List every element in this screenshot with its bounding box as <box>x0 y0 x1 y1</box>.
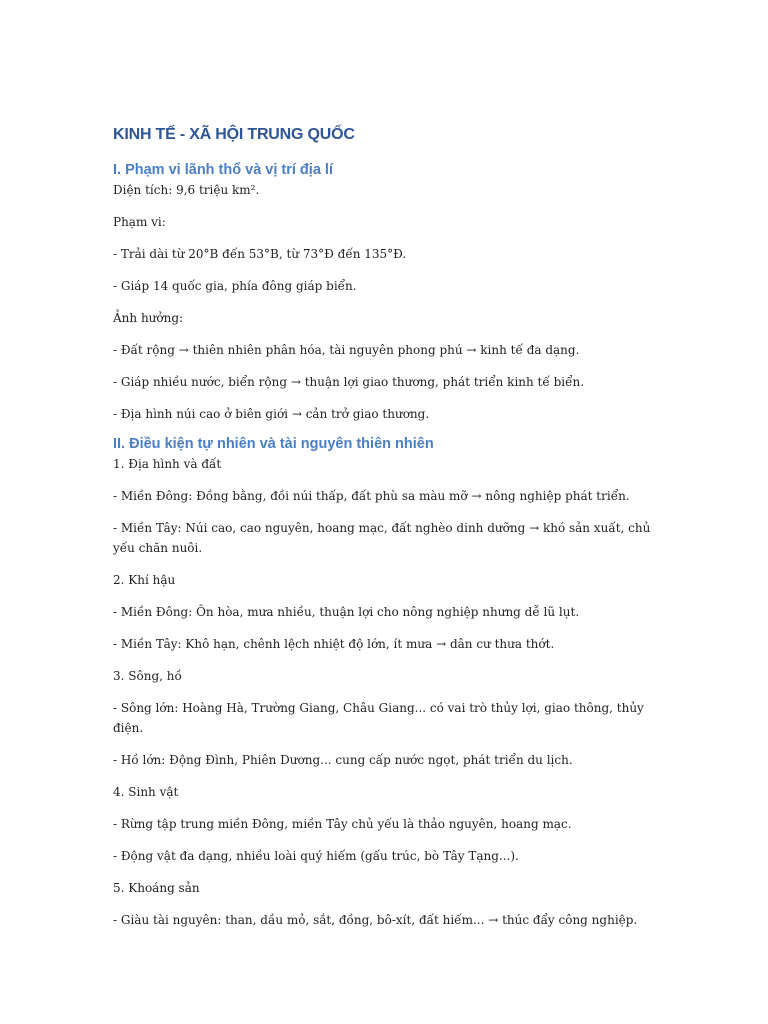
impact-label: Ảnh hưởng: <box>113 311 184 325</box>
document-title: KINH TẾ - XÃ HỘI TRUNG QUỐC <box>113 126 355 143</box>
impact-item-1: - Đất rộng → thiên nhiên phân hóa, tài nguyên phong phú → kinh tế đa dạng. <box>113 343 580 357</box>
bio-label: 4. Sinh vật <box>113 785 179 799</box>
minerals-item-1: - Giàu tài nguyên: than, dầu mỏ, sắt, đồng, bô-xít, đất hiếm... → thúc đẩy công nghiệp. <box>113 913 638 927</box>
terrain-label: 1. Địa hình và đất <box>113 457 222 471</box>
document-content <box>113 124 673 930</box>
section-2-heading: II. Điều kiện tự nhiên và tài nguyên thiên nhiên <box>113 436 434 452</box>
scope-item-1: - Trải dài từ 20°B đến 53°B, từ 73°Đ đến 135°Đ. <box>113 247 407 261</box>
bio-item-1: - Rừng tập trung miền Đông, miền Tây chủ yếu là thảo nguyên, hoang mạc. <box>113 817 572 831</box>
terrain-item-1: - Miền Đông: Đồng bằng, đồi núi thấp, đất phù sa màu mỡ → nông nghiệp phát triển. <box>113 489 630 503</box>
area-text: Diện tích: 9,6 triệu km². <box>113 183 260 197</box>
climate-item-2: - Miền Tây: Khô hạn, chênh lệch nhiệt độ lớn, ít mưa → dân cư thưa thớt. <box>113 637 555 651</box>
rivers-item-2: - Hồ lớn: Động Đình, Phiên Dương... cung cấp nước ngọt, phát triển du lịch. <box>113 753 573 767</box>
bio-item-2: - Động vật đa dạng, nhiều loài quý hiếm (gấu trúc, bò Tây Tạng...). <box>113 849 519 863</box>
minerals-label: 5. Khoáng sản <box>113 881 200 895</box>
terrain-item-2: - Miền Tây: Núi cao, cao nguyên, hoang mạc, đất nghèo dinh dưỡng → khó sản xuất, chủ yếu chăn nuôi. <box>113 521 651 555</box>
section-1-heading: I. Phạm vi lãnh thổ và vị trí địa lí <box>113 162 333 178</box>
rivers-label: 3. Sông, hồ <box>113 669 182 683</box>
impact-item-2: - Giáp nhiều nước, biển rộng → thuận lợi giao thương, phát triển kinh tế biển. <box>113 375 585 389</box>
climate-item-1: - Miền Đông: Ôn hòa, mưa nhiều, thuận lợi cho nông nghiệp nhưng dễ lũ lụt. <box>113 605 580 619</box>
scope-label: Phạm vi: <box>113 215 166 229</box>
rivers-item-1: - Sông lớn: Hoàng Hà, Trường Giang, Châu Giang... có vai trò thủy lợi, giao thông, thủy điện. <box>113 701 644 735</box>
scope-item-2: - Giáp 14 quốc gia, phía đông giáp biển. <box>113 279 357 293</box>
climate-label: 2. Khí hậu <box>113 573 176 587</box>
impact-item-3: - Địa hình núi cao ở biên giới → cản trở giao thương. <box>113 407 430 421</box>
